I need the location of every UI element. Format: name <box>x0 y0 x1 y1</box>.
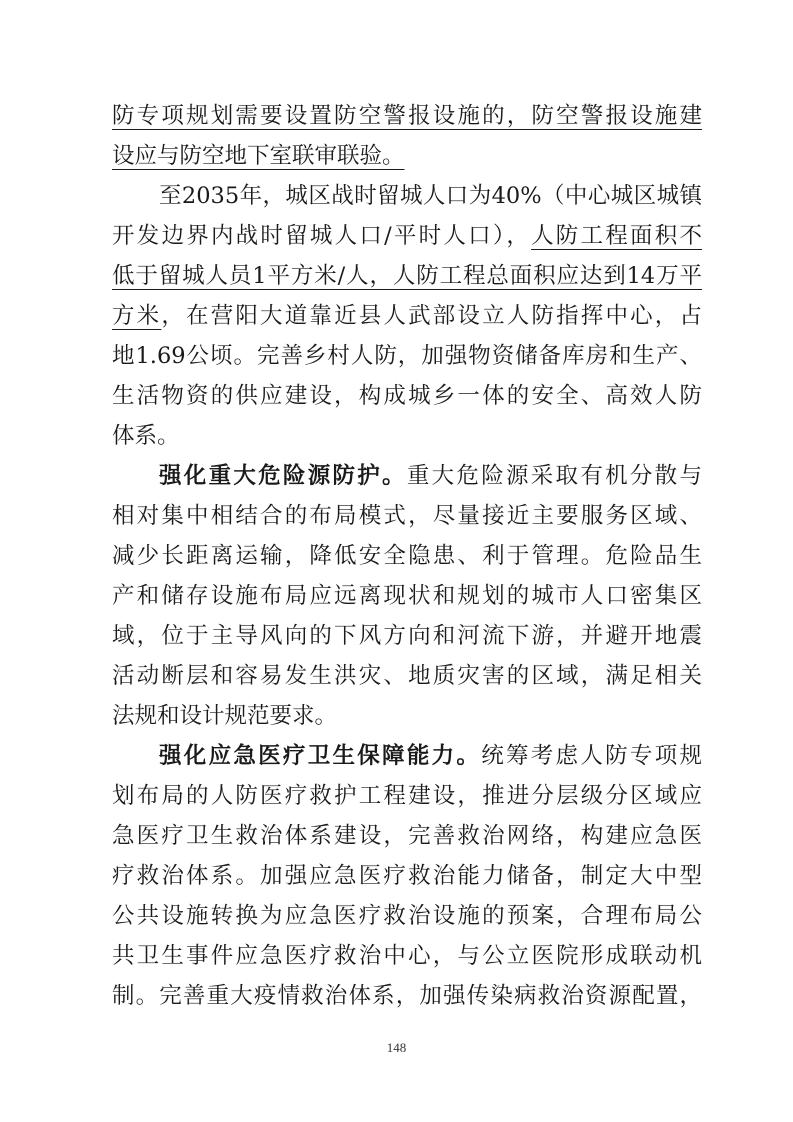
text-span: 统筹考虑人防专项规 <box>481 743 702 769</box>
text-span: 生活物资的供应建设，构成城乡一体的安全、高效人防 <box>112 383 702 409</box>
text-span: 公共设施转换为应急医疗救治设施的预案，合理布局公 <box>112 903 702 929</box>
text-span: 活动断层和容易发生洪灾、地质灾害的区域，满足相关 <box>112 663 702 689</box>
text-span: 法规和设计规范要求。 <box>112 703 338 729</box>
bold-heading-text: 强化重大危险源防护。 <box>159 463 407 489</box>
text-span: 至2035年，城区战时留城人口为40%（中心城区城镇 <box>159 183 702 209</box>
text-line <box>112 936 702 976</box>
text-line <box>112 696 702 736</box>
text-span: 减少长距离运输，降低安全隐患、利于管理。危险品生 <box>112 543 702 569</box>
text-span: ，在营阳大道靠近县人武部设立人防指挥中心，占 <box>161 303 702 329</box>
text-span: 共卫生事件应急医疗救治中心，与公立医院形成联动机 <box>112 943 702 969</box>
paragraph-first-line <box>112 456 702 496</box>
underlined-text: 方米 <box>112 303 162 329</box>
text-span: 划布局的人防医疗救护工程建设，推进分层级分区域应 <box>112 783 702 809</box>
text-line <box>112 776 702 816</box>
document-body <box>112 96 702 1016</box>
text-line <box>112 336 702 376</box>
page-number: 148 <box>386 1040 407 1055</box>
paragraph-first-line <box>112 176 702 216</box>
text-line <box>112 496 702 536</box>
text-line <box>112 896 702 936</box>
text-line <box>112 816 702 856</box>
text-line <box>112 136 702 176</box>
underlined-text: 人防工程面积不 <box>531 223 702 249</box>
text-span: 产和储存设施布局应远离现状和规划的城市人口密集区 <box>112 583 702 609</box>
underlined-text: 设应与防空地下室联审联验。 <box>112 143 405 169</box>
text-line <box>112 576 702 616</box>
text-span: 域，位于主导风向的下风方向和河流下游，并避开地震 <box>112 623 702 649</box>
text-line <box>112 416 702 456</box>
text-span: 重大危险源采取有机分散与 <box>406 463 702 489</box>
text-line <box>112 976 702 1016</box>
text-span: 体系。 <box>112 423 180 449</box>
text-span: 疗救治体系。加强应急医疗救治能力储备，制定大中型 <box>112 863 702 889</box>
text-line <box>112 96 702 136</box>
underlined-text: 防专项规划需要设置防空警报设施的，防空警报设施建 <box>112 103 702 129</box>
text-line <box>112 536 702 576</box>
text-line <box>112 216 702 256</box>
text-line <box>112 296 702 336</box>
text-line <box>112 376 702 416</box>
text-line <box>112 856 702 896</box>
text-line <box>112 656 702 696</box>
text-span: 地1.69公顷。完善乡村人防，加强物资储备库房和生产、 <box>112 343 702 369</box>
text-span: 开发边界内战时留城人口/平时人口）， <box>112 223 532 249</box>
bold-heading-text: 强化应急医疗卫生保障能力。 <box>159 743 482 769</box>
text-line <box>112 256 702 296</box>
text-span: 急医疗卫生救治体系建设，完善救治网络，构建应急医 <box>112 823 702 849</box>
text-span: 相对集中相结合的布局模式，尽量接近主要服务区域、 <box>112 503 702 529</box>
underlined-text: 低于留城人员1平方米/人，人防工程总面积应达到14万平 <box>112 263 702 289</box>
text-span: 制。完善重大疫情救治体系，加强传染病救治资源配置， <box>112 983 702 1009</box>
paragraph-first-line <box>112 736 702 776</box>
text-line <box>112 616 702 656</box>
